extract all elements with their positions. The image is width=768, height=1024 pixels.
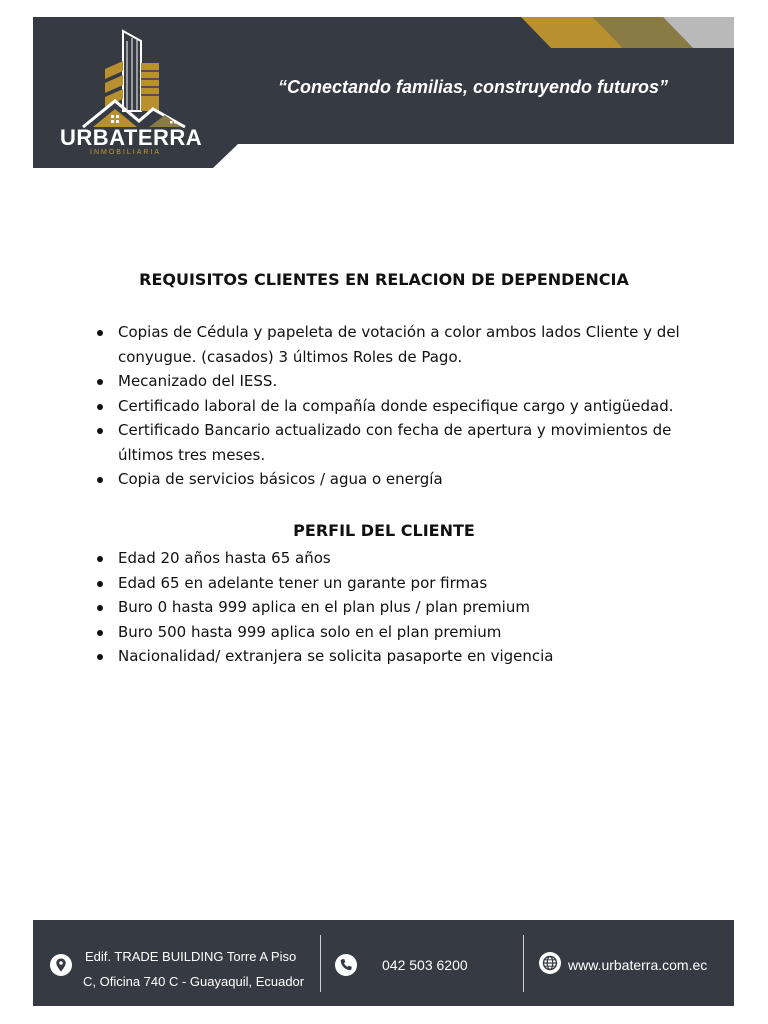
- website-link[interactable]: www.urbaterra.com.ec: [568, 957, 708, 973]
- location-pin-icon: [50, 954, 72, 976]
- brand-subtitle: INMOBILIARIA: [90, 149, 162, 156]
- list-item-text: Certificado Bancario actualizado con fecha de apertura y movimientos de últimos tres meses.: [118, 421, 672, 464]
- bullet-icon: [97, 428, 103, 434]
- bullet-icon: [97, 379, 103, 385]
- footer-divider: [320, 935, 321, 992]
- list-item-text: Edad 20 años hasta 65 años: [118, 549, 331, 567]
- list-item-text: Edad 65 en adelante tener un garante por firmas: [118, 573, 488, 592]
- list-item: [96, 571, 696, 596]
- list-item-text: Certificado laboral de la compañía donde especifique cargo y antigüedad.: [118, 396, 674, 415]
- list-item-text: Copia de servicios básicos / agua o energía: [118, 470, 443, 488]
- list-item: [96, 595, 696, 620]
- footer: [33, 920, 734, 1006]
- perfil-list: [96, 546, 696, 669]
- list-item: [96, 644, 696, 669]
- requisitos-title: REQUISITOS CLIENTES EN RELACION DE DEPENDENCIA: [139, 270, 629, 289]
- phone-icon: [335, 954, 357, 976]
- list-item-text: Buro 500 hasta 999 aplica solo en el plan premium: [118, 622, 502, 641]
- header-banner: [33, 17, 734, 168]
- list-item: [96, 418, 696, 467]
- list-item: [96, 620, 696, 645]
- bullet-icon: [97, 654, 103, 660]
- bullet-icon: [97, 330, 103, 336]
- bullet-icon: [97, 477, 103, 483]
- address-line-2: C, Oficina 740 C - Guayaquil, Ecuador: [83, 974, 305, 989]
- bullet-icon: [97, 581, 103, 587]
- address-line-1: Edif. TRADE BUILDING Torre A Piso: [85, 949, 297, 964]
- requisitos-list: [96, 320, 696, 492]
- brand-name: URBATERRA: [60, 125, 203, 150]
- phone-number[interactable]: 042 503 6200: [382, 957, 468, 973]
- list-item-text: Buro 0 hasta 999 aplica en el plan plus / plan premium: [118, 598, 530, 616]
- list-item: [96, 546, 696, 571]
- footer-divider: [523, 935, 524, 992]
- list-item: [96, 394, 696, 419]
- list-item: [96, 320, 696, 369]
- bullet-icon: [97, 556, 103, 562]
- list-item-text: Mecanizado del IESS.: [118, 372, 278, 390]
- list-item: [96, 467, 696, 492]
- bullet-icon: [97, 605, 103, 611]
- perfil-title: PERFIL DEL CLIENTE: [293, 521, 475, 540]
- list-item-text: Nacionalidad/ extranjera se solicita pasaporte en vigencia: [118, 647, 554, 665]
- slogan: “Conectando familias, construyendo futuros”: [278, 77, 669, 97]
- list-item-text: Copias de Cédula y papeleta de votación a color ambos lados Cliente y del conyugue. (casados) 3 últimos Roles de Pago.: [118, 323, 680, 366]
- list-item: [96, 369, 696, 394]
- globe-icon: [539, 952, 561, 974]
- bullet-icon: [97, 630, 103, 636]
- bullet-icon: [97, 404, 103, 410]
